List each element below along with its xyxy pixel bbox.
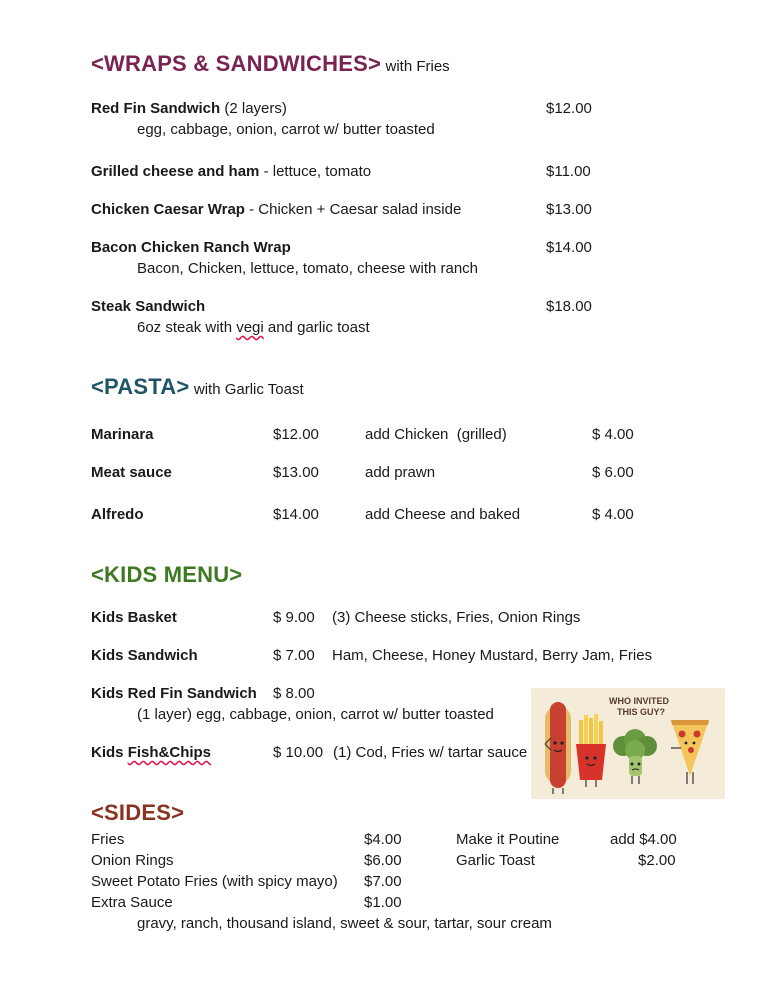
- menu-item-name: Bacon Chicken Ranch Wrap: [91, 239, 291, 256]
- menu-item-price: $ 8.00: [273, 685, 315, 702]
- addon-price: $ 4.00: [592, 426, 634, 443]
- addon-name: add Cheese and baked: [365, 506, 521, 523]
- menu-item-price: $11.00: [546, 163, 591, 180]
- food-characters-icon: [531, 688, 725, 799]
- menu-item-description: Bacon, Chicken, lettuce, tomato, cheese with ranch: [137, 260, 479, 277]
- fries-icon: [576, 714, 606, 787]
- menu-item-name: [91, 163, 371, 180]
- side-extra-name: Garlic Toast: [456, 852, 535, 869]
- menu-item-price: $ 7.00: [273, 647, 315, 664]
- side-item-name: Onion Rings: [91, 852, 174, 869]
- side-extra-price: $2.00: [638, 852, 676, 869]
- side-item-name: Sweet Potato Fries (with spicy mayo): [91, 873, 338, 890]
- menu-item-price: $ 10.00: [273, 744, 324, 761]
- menu-item-name: [91, 201, 461, 218]
- menu-item-name: Marinara: [91, 426, 154, 443]
- menu-item-name: Meat sauce: [91, 464, 172, 481]
- pasta-subheading: with Garlic Toast: [193, 381, 304, 398]
- menu-item-price: $12.00: [546, 100, 592, 117]
- side-item-price: $1.00: [364, 894, 402, 911]
- menu-item-description: (1) Cod, Fries w/ tartar sauce: [333, 744, 528, 761]
- illustration-caption: WHO INVITED THIS GUY?: [609, 696, 669, 717]
- menu-item-description: egg, cabbage, onion, carrot w/ butter toasted: [137, 121, 435, 138]
- wraps-subheading: with Fries: [385, 58, 450, 75]
- menu-item-price: $14.00: [273, 506, 319, 523]
- pasta-heading: <PASTA>: [91, 374, 190, 399]
- item-name-part: Kids: [91, 744, 128, 761]
- menu-item-price: $12.00: [273, 426, 319, 443]
- desc-text: and garlic toast: [263, 319, 370, 336]
- pizza-slice-icon: [671, 720, 709, 784]
- menu-item-price: $ 9.00: [273, 609, 315, 626]
- wraps-heading: <WRAPS & SANDWICHES>: [91, 51, 382, 76]
- menu-item-name: [91, 100, 287, 117]
- side-item-price: $4.00: [364, 831, 402, 848]
- addon-name: add prawn: [365, 464, 436, 481]
- sides-heading: <SIDES>: [91, 800, 185, 825]
- addon-price: $ 4.00: [592, 506, 634, 523]
- menu-item-price: $18.00: [546, 298, 592, 315]
- menu-item-price: $13.00: [273, 464, 319, 481]
- misspelled-word: vegi: [236, 319, 264, 336]
- menu-item-description: (1 layer) egg, cabbage, onion, carrot w/ butter toasted: [137, 706, 494, 723]
- menu-item-description: (3) Cheese sticks, Fries, Onion Rings: [332, 609, 581, 626]
- menu-item-price: $14.00: [546, 239, 592, 256]
- broccoli-icon: [613, 729, 657, 784]
- desc-text: 6oz steak with: [137, 319, 237, 336]
- item-note: (2 layers): [220, 100, 287, 117]
- item-note: - Chicken + Caesar salad inside: [244, 201, 462, 218]
- item-name: Chicken Caesar Wrap: [91, 201, 245, 218]
- side-item-price: $6.00: [364, 852, 402, 869]
- menu-item-name: Steak Sandwich: [91, 298, 206, 315]
- sauce-options: gravy, ranch, thousand island, sweet & sour, tartar, sour cream: [137, 915, 552, 932]
- menu-item-price: $13.00: [546, 201, 592, 218]
- addon-price: $ 6.00: [592, 464, 634, 481]
- pasta-section-title: [91, 374, 304, 400]
- side-item-price: $7.00: [364, 873, 402, 890]
- addon-name: add Chicken (grilled): [365, 426, 507, 443]
- wraps-section-title: [91, 51, 450, 77]
- food-characters-illustration: [531, 688, 725, 799]
- menu-item-name: Kids Basket: [91, 609, 177, 626]
- item-name: Red Fin Sandwich: [91, 100, 221, 117]
- item-note: - lettuce, tomato: [259, 163, 372, 180]
- item-name: Grilled cheese and ham: [91, 163, 260, 180]
- menu-item-description: [137, 319, 370, 336]
- side-extra-name: Make it Poutine: [456, 831, 560, 848]
- side-item-name: Fries: [91, 831, 125, 848]
- side-extra-price: add $4.00: [610, 831, 677, 848]
- hotdog-icon: [545, 702, 571, 794]
- side-item-name: Extra Sauce: [91, 894, 173, 911]
- kids-heading: <KIDS MENU>: [91, 562, 243, 587]
- menu-item-name: [91, 744, 211, 761]
- menu-item-name: Kids Red Fin Sandwich: [91, 685, 257, 702]
- menu-item-description: Ham, Cheese, Honey Mustard, Berry Jam, Fries: [332, 647, 653, 664]
- misspelled-word: Fish&Chips: [127, 744, 212, 761]
- menu-item-name: Kids Sandwich: [91, 647, 198, 664]
- menu-item-name: Alfredo: [91, 506, 144, 523]
